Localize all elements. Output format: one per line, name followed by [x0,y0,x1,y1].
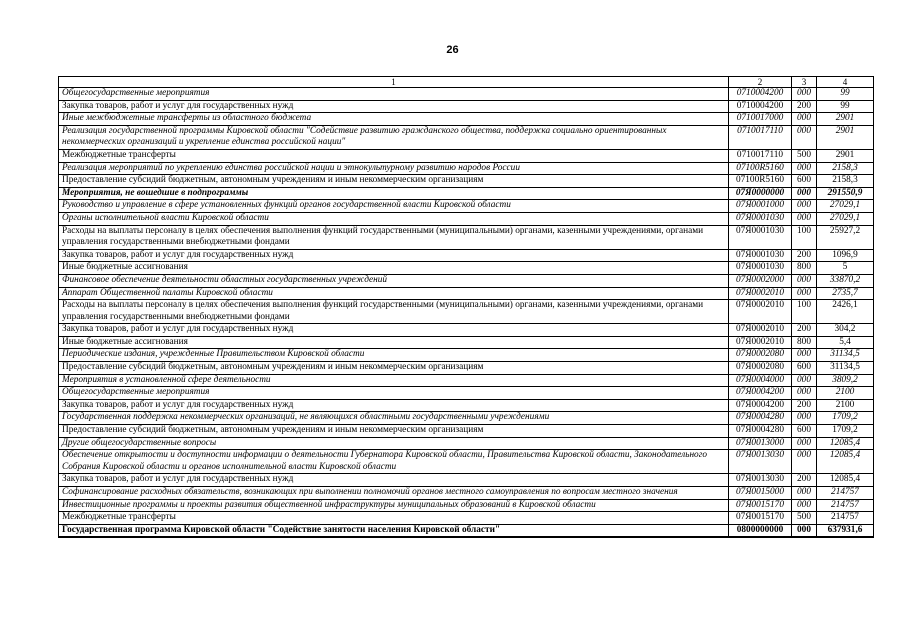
row-group-cell: 200 [792,249,817,262]
table-row [59,175,874,188]
row-group-cell: 800 [792,336,817,349]
row-code-cell: 07Я0004280 [729,412,792,425]
row-code-cell: 07Я0002080 [729,349,792,362]
column-header-1: 1 [59,77,729,88]
column-header-2: 2 [729,77,792,88]
row-name-cell: Обеспечение открытости и доступности информации о деятельности Губернатора Кировской области, Правительства Кировской области, Законодательного Собрания Кировской области и органов исполнительной власти Кировской области [59,450,729,474]
row-group-cell: 000 [792,412,817,425]
row-group-cell: 000 [792,287,817,300]
table-header-row [59,77,874,88]
row-amount-cell: 2901 [817,113,874,126]
row-name-cell: Другие общегосударственные вопросы [59,437,729,450]
row-group-cell: 800 [792,262,817,275]
row-amount-cell: 99 [817,88,874,101]
row-code-cell: 07Я0000000 [729,187,792,200]
table-row [59,450,874,474]
page-number: 26 [446,44,459,56]
table-row [59,499,874,512]
row-group-cell: 200 [792,100,817,113]
row-name-cell: Общегосударственные мероприятия [59,88,729,101]
row-amount-cell: 5 [817,262,874,275]
row-code-cell: 07Я0015170 [729,512,792,525]
row-name-cell: Иные бюджетные ассигнования [59,262,729,275]
row-amount-cell: 2158,3 [817,175,874,188]
row-amount-cell: 12085,4 [817,437,874,450]
row-amount-cell: 2901 [817,125,874,149]
row-group-cell: 000 [792,499,817,512]
row-code-cell: 07Я0004200 [729,399,792,412]
row-amount-cell: 27029,1 [817,212,874,225]
row-name-cell: Предоставление субсидий бюджетным, автономным учреждениям и иным некоммерческим организациям [59,425,729,438]
row-code-cell: 07Я0001030 [729,262,792,275]
row-amount-cell: 33870,2 [817,274,874,287]
row-group-cell: 500 [792,512,817,525]
row-code-cell: 07Я0013030 [729,450,792,474]
row-name-cell: Закупка товаров, работ и услуг для государственных нужд [59,100,729,113]
row-amount-cell: 214757 [817,512,874,525]
table-row [59,374,874,387]
row-name-cell: Инвестиционные программы и проекты развития общественной инфраструктуры муниципальных образований в Кировской области [59,499,729,512]
row-code-cell: 0710004200 [729,88,792,101]
row-group-cell: 000 [792,187,817,200]
row-name-cell: Софинансирование расходных обязательств, возникающих при выполнении полномочий органов местного самоуправления по вопросам местного значения [59,487,729,500]
row-code-cell: 07Я0015000 [729,487,792,500]
row-amount-cell: 27029,1 [817,200,874,213]
row-group-cell: 200 [792,474,817,487]
row-name-cell: Межбюджетные трансферты [59,512,729,525]
row-code-cell: 07Я0013000 [729,437,792,450]
row-code-cell: 07Я0004000 [729,374,792,387]
row-code-cell: 07Я0004280 [729,425,792,438]
row-code-cell: 07Я0001030 [729,212,792,225]
row-name-cell: Межбюджетные трансферты [59,149,729,162]
table-row [59,187,874,200]
budget-table-body [59,77,874,538]
table-row [59,262,874,275]
row-amount-cell: 12085,4 [817,474,874,487]
row-name-cell: Закупка товаров, работ и услуг для государственных нужд [59,399,729,412]
row-group-cell: 000 [792,125,817,149]
column-header-4: 4 [817,77,874,88]
table-row [59,212,874,225]
row-group-cell: 000 [792,487,817,500]
row-code-cell: 0710017110 [729,125,792,149]
row-amount-cell: 2100 [817,399,874,412]
row-amount-cell: 637931,6 [817,524,874,537]
row-code-cell: 07Я0004200 [729,387,792,400]
budget-table [58,76,874,538]
table-row [59,524,874,537]
row-code-cell: 07100R5160 [729,162,792,175]
row-group-cell: 000 [792,162,817,175]
row-amount-cell: 1096,9 [817,249,874,262]
row-amount-cell: 2901 [817,149,874,162]
row-group-cell: 000 [792,88,817,101]
row-amount-cell: 31134,5 [817,362,874,375]
row-code-cell: 07Я0002010 [729,300,792,324]
row-amount-cell: 2158,3 [817,162,874,175]
row-name-cell: Иные бюджетные ассигнования [59,336,729,349]
row-group-cell: 500 [792,149,817,162]
table-row [59,200,874,213]
row-code-cell: 07Я0002010 [729,336,792,349]
row-group-cell: 100 [792,300,817,324]
table-row [59,225,874,249]
row-code-cell: 07Я0002080 [729,362,792,375]
table-row [59,113,874,126]
row-name-cell: Аппарат Общественной палаты Кировской области [59,287,729,300]
row-name-cell: Закупка товаров, работ и услуг для государственных нужд [59,249,729,262]
row-group-cell: 000 [792,374,817,387]
row-code-cell: 07Я0002010 [729,287,792,300]
row-group-cell: 000 [792,274,817,287]
table-row [59,300,874,324]
row-name-cell: Предоставление субсидий бюджетным, автономным учреждениям и иным некоммерческим организациям [59,175,729,188]
row-code-cell: 07Я0001030 [729,225,792,249]
row-group-cell: 000 [792,524,817,537]
row-code-cell: 07Я0001030 [729,249,792,262]
row-code-cell: 07100R5160 [729,175,792,188]
row-group-cell: 000 [792,113,817,126]
row-name-cell: Реализация мероприятий по укреплению единства российской нации и этнокультурному развитию народов России [59,162,729,175]
row-amount-cell: 1709,2 [817,425,874,438]
table-row [59,362,874,375]
row-group-cell: 000 [792,450,817,474]
table-row [59,512,874,525]
table-row [59,349,874,362]
row-group-cell: 100 [792,225,817,249]
row-code-cell: 07Я0001000 [729,200,792,213]
row-name-cell: Государственная программа Кировской области "Содействие занятости населения Кировской области" [59,524,729,537]
row-name-cell: Иные межбюджетные трансферты из областного бюджета [59,113,729,126]
table-row [59,162,874,175]
row-amount-cell: 12085,4 [817,450,874,474]
row-amount-cell: 304,2 [817,324,874,337]
row-group-cell: 000 [792,437,817,450]
row-code-cell: 0710004200 [729,100,792,113]
table-row [59,336,874,349]
row-group-cell: 000 [792,349,817,362]
row-name-cell: Расходы на выплаты персоналу в целях обеспечения выполнения функций государственными (муниципальными) органами, казенными учреждениями, органами управления государственными внебюджетными фондами [59,300,729,324]
row-group-cell: 600 [792,175,817,188]
row-amount-cell: 2100 [817,387,874,400]
row-code-cell: 07Я0002010 [729,324,792,337]
row-code-cell: 0710017110 [729,149,792,162]
row-amount-cell: 2426,1 [817,300,874,324]
row-group-cell: 600 [792,362,817,375]
row-group-cell: 000 [792,200,817,213]
table-row [59,149,874,162]
row-amount-cell: 214757 [817,487,874,500]
table-row [59,88,874,101]
row-amount-cell: 1709,2 [817,412,874,425]
table-row [59,287,874,300]
row-name-cell: Органы исполнительной власти Кировской области [59,212,729,225]
row-group-cell: 200 [792,324,817,337]
row-name-cell: Периодические издания, учрежденные Правительством Кировской области [59,349,729,362]
row-name-cell: Государственная поддержка некоммерческих организаций, не являющихся областными государственными учреждениями [59,412,729,425]
table-row [59,100,874,113]
row-amount-cell: 25927,2 [817,225,874,249]
table-row [59,274,874,287]
row-amount-cell: 31134,5 [817,349,874,362]
table-row [59,399,874,412]
table-row [59,249,874,262]
row-amount-cell: 291550,9 [817,187,874,200]
row-amount-cell: 99 [817,100,874,113]
row-name-cell: Общегосударственные мероприятия [59,387,729,400]
row-code-cell: 07Я0015170 [729,499,792,512]
table-row [59,437,874,450]
row-name-cell: Мероприятия, не вошедшие в подпрограммы [59,187,729,200]
row-group-cell: 200 [792,399,817,412]
row-name-cell: Мероприятия в установленной сфере деятельности [59,374,729,387]
row-amount-cell: 214757 [817,499,874,512]
row-code-cell: 0710017000 [729,113,792,126]
row-code-cell: 07Я0002000 [729,274,792,287]
row-name-cell: Закупка товаров, работ и услуг для государственных нужд [59,474,729,487]
row-name-cell: Руководство и управление в сфере установленных функций органов государственной власти Кировской области [59,200,729,213]
row-amount-cell: 2735,7 [817,287,874,300]
column-header-3: 3 [792,77,817,88]
row-amount-cell: 5,4 [817,336,874,349]
table-row [59,125,874,149]
row-name-cell: Расходы на выплаты персоналу в целях обеспечения выполнения функций государственными (муниципальными) органами, казенными учреждениями, органами управления государственными внебюджетными фондами [59,225,729,249]
row-group-cell: 000 [792,387,817,400]
row-name-cell: Финансовое обеспечение деятельности областных государственных учреждений [59,274,729,287]
row-code-cell: 0800000000 [729,524,792,537]
table-row [59,474,874,487]
row-amount-cell: 3809,2 [817,374,874,387]
row-group-cell: 600 [792,425,817,438]
table-row [59,412,874,425]
table-row [59,425,874,438]
table-row [59,324,874,337]
row-name-cell: Реализация государственной программы Кировской области "Содействие развитию гражданского общества, поддержка социально ориентированных некоммерческих организаций и укрепление единства российской нации" [59,125,729,149]
table-row [59,487,874,500]
row-group-cell: 000 [792,212,817,225]
row-code-cell: 07Я0013030 [729,474,792,487]
table-row [59,387,874,400]
row-name-cell: Предоставление субсидий бюджетным, автономным учреждениям и иным некоммерческим организациям [59,362,729,375]
row-name-cell: Закупка товаров, работ и услуг для государственных нужд [59,324,729,337]
